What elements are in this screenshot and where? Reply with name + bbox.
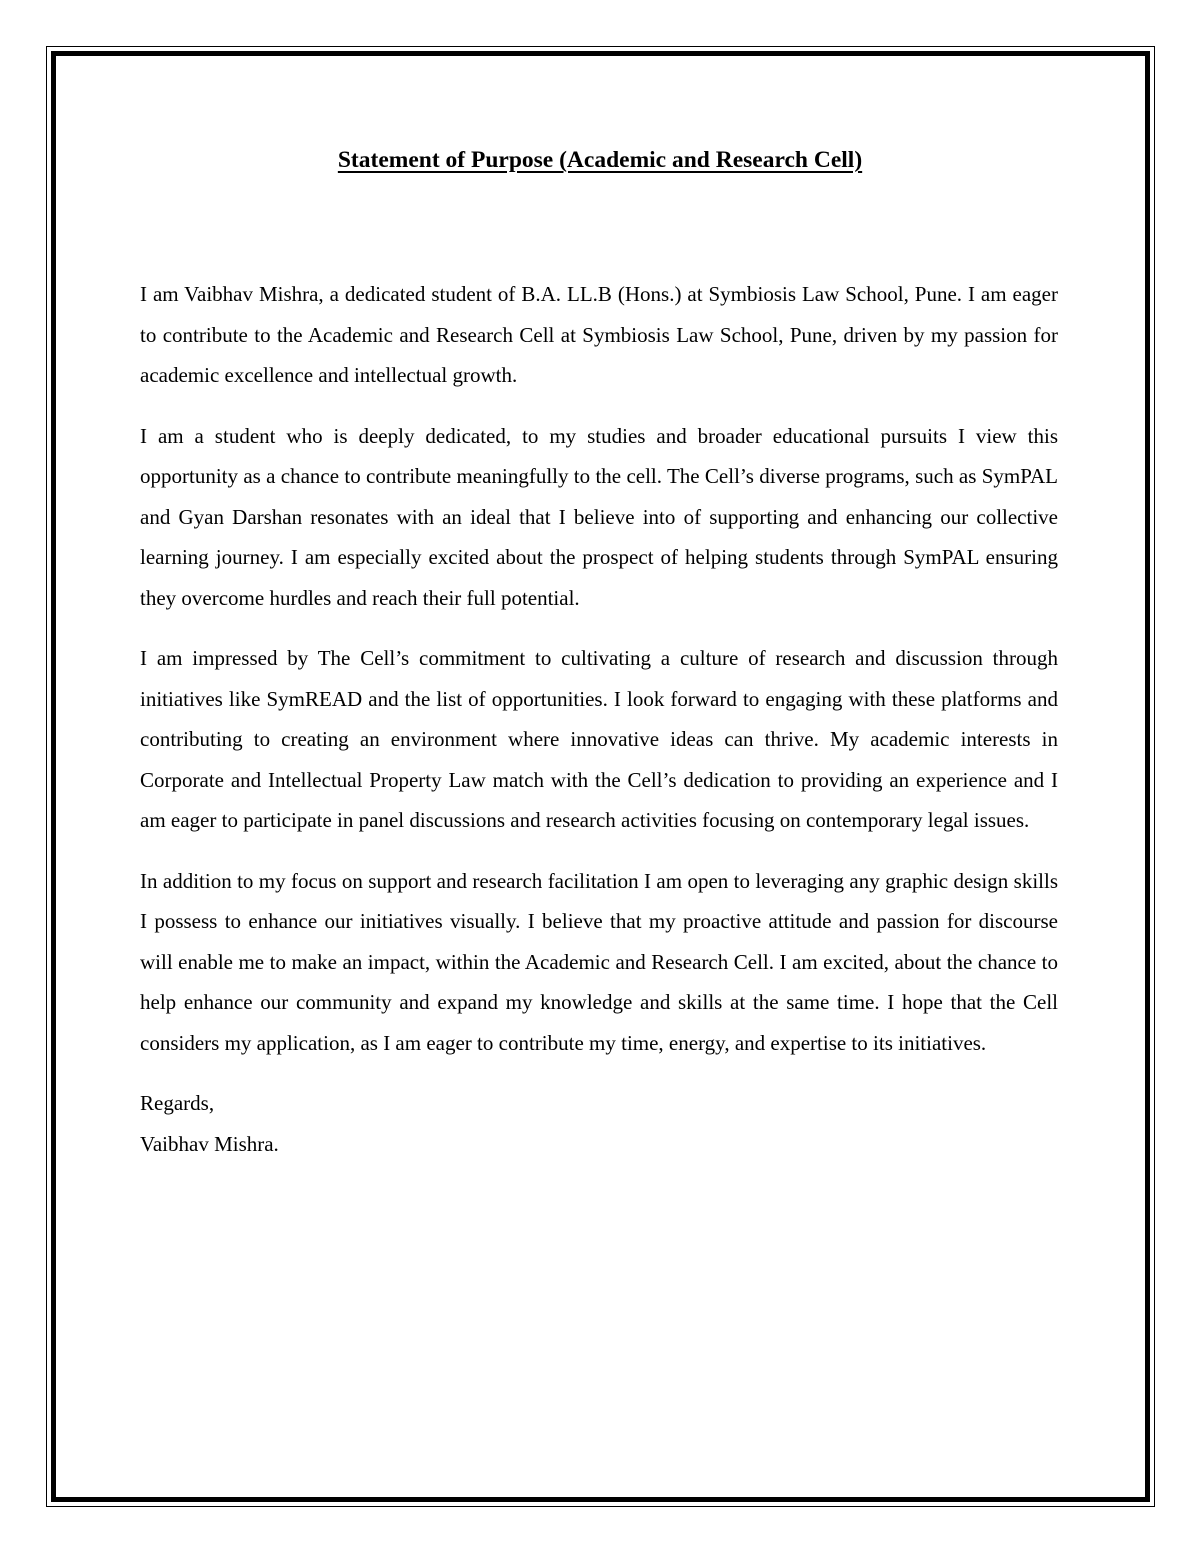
document-body — [140, 274, 1058, 1164]
document-title: Statement of Purpose (Academic and Research Cell) — [337, 147, 863, 173]
paragraph-dedication: I am a student who is deeply dedicated, to my studies and broader educational pursuits I view this opportunity as a chance to contribute meaningfully to the cell. The Cell’s diverse programs, such as SymPAL and Gyan Darshan resonates with an ideal that I believe into of supporting and enhancing our collective learning journey. I am especially excited about the prospect of helping students through SymPAL ensuring they overcome hurdles and reach their full potential. — [140, 423, 1058, 610]
signature-name: Vaibhav Mishra. — [140, 1131, 279, 1156]
paragraph-intro: I am Vaibhav Mishra, a dedicated student of B.A. LL.B (Hons.) at Symbiosis Law School, Pune. I am eager to contribute to the Academic and Research Cell at Symbiosis Law School, Pune, driven by my passion for academic excellence and intellectual growth. — [140, 282, 1058, 387]
paragraph-skills: In addition to my focus on support and research facilitation I am open to leveraging any graphic design skills I possess to enhance our initiatives visually. I believe that my proactive attitude and passion for discourse will enable me to make an impact, within the Academic and Research Cell. I am excited, about the chance to help enhance our community and expand my knowledge and skills at the same time. I hope that the Cell considers my application, as I am eager to contribute my time, energy, and expertise to its initiatives. — [140, 868, 1058, 1055]
paragraph-research: I am impressed by The Cell’s commitment to cultivating a culture of research and discussion through initiatives like SymREAD and the list of opportunities. I look forward to engaging with these platforms and contributing to creating an environment where innovative ideas can thrive. My academic interests in Corporate and Intellectual Property Law match with the Cell’s dedication to providing an experience and I am eager to participate in panel discussions and research activities focusing on contemporary legal issues. — [140, 646, 1058, 832]
closing-salutation: Regards, — [140, 1091, 215, 1115]
